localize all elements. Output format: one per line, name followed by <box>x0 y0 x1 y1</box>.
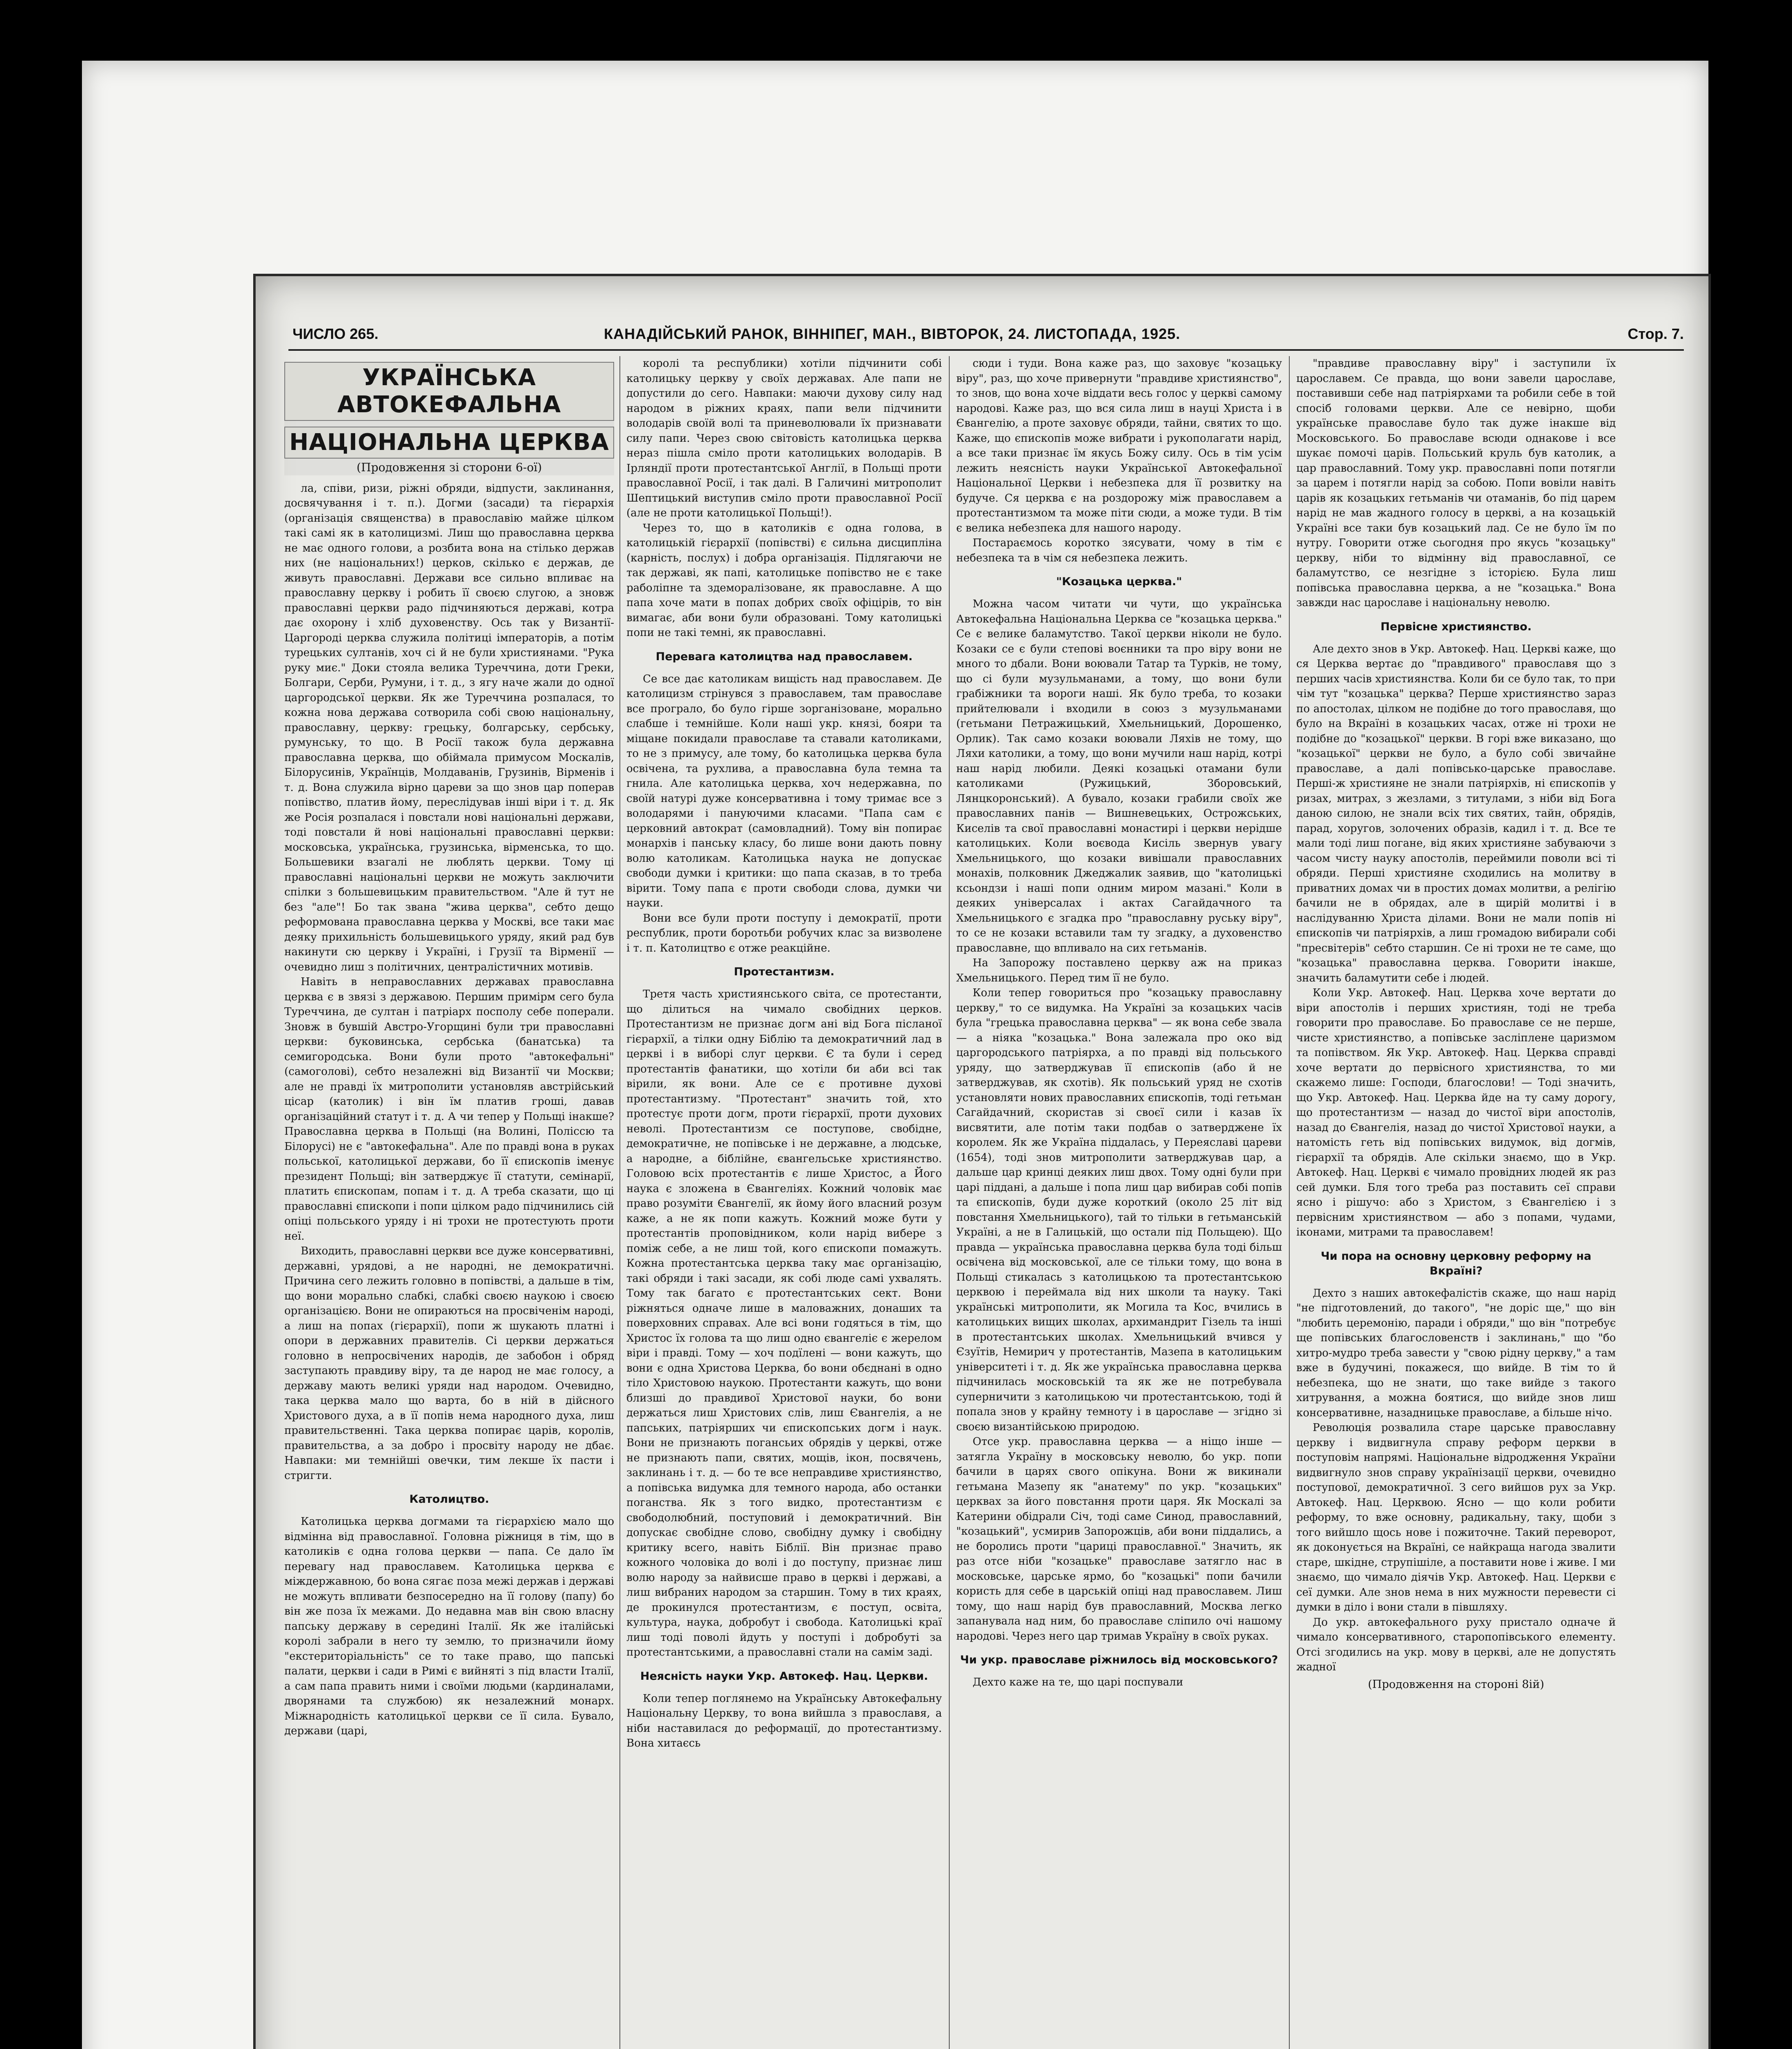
section-heading: "Козацька церква." <box>1056 575 1182 588</box>
paragraph: Але дехто знов в Укр. Автокеф. Нац. Церкві каже, що ся Церква вертає до "правдивого" православя що з перших часів християнства. Коли би се було так, то при чім тут "козацька" церква? Перше християнство зараз по апостолах, цілком не подібне до того православя, що було на Вкраїні в козацьких часах, отже ні трохи не подібне до "козацької" церкви. В горі вже виказано, що "козацької" церкви не було, а було собі звичайне православе, а далі попівсько-царське православе. Перші-ж християне не знали патріярхів, ні єпископів у ризах, митрах, з жезлами, з титулами, з ніби від Бога даною силою, не знали всіх тих святих, тайн, обрядів, парад, хоругов, золочених образів, кадил і т. д. Все те мали тоді лиш погане, від яких християне забуваючи з часом чисту науку апостолів, переймили поволи всі ті обряди. Перші християне сходились на молитву в приватних домах чи в простих домах молитви, а релігію бачили не в обрядах, але в щирій молитві і в наслідуванню Христа ділами. Вони не мали попів ні єпископів чи патріярхів, а лиш громадою вибирали собі "пресвітерів" себто старшин. Се ні трохи не те саме, що "козацька" православна церква. Говорити інакше, значить баламутити себе і людей. <box>1296 643 1616 984</box>
section-heading: Перевага католицтва над православем. <box>656 650 913 663</box>
paragraph: Коли Укр. Автокеф. Нац. Церква хоче вертати до віри апостолів і перших християн, тоді не треба говорити про православе. Бо православе се не перше, чисте християнство, а попівське засліплене царизмом та попівством. Як Укр. Автокеф. Нац. Церква справді хоче вертати до первісного християнства, то ми скажемо лише: Господи, благослови! — Тоді значить, що Укр. Автокеф. Нац. Церква йде на ту саму дорогу, що протестантизм — назад до чистої віри апостолів, назад до Євангелія, назад до чистої Христової науки, а натомість геть від попівських видумок, від догмів, гієрархії та обрядів. Але скільки знаємо, що в Укр. Автокеф. Нац. Церкві є чимало провідних людей як раз сей думки. Бля того треба раз поставить сеї справи ясно і рішучо: або з Христом, з Євангелією і з первісним християнством — або з попами, чудами, іконами, митрами та православем! <box>1296 987 1616 1238</box>
paragraph: королі та республики) хотіли підчинити собі католицьку церкву у своїх державах. Але папи не допустили до сего. Навпаки: маючи духову силу над народом в ріжних краях, папи вели підчинити володарів своїй волі та приневолювали їх признавати силу папи. Через свою світовість католицька церква нераз пішла сміло проти католицьких володарів. В Ірляндії проти протестантської Англії, в Польщі проти православної Росії, і так далі. В Галичині митрополит Шептицький виступив сміло проти православної Росії (але не проти католицької Польщі!). <box>626 357 942 519</box>
newspaper-page <box>253 274 1711 2049</box>
paragraph: Дехто каже на те, що царі поспували <box>973 1676 1183 1688</box>
paragraph: Виходить, православні церкви все дуже консервативні, державні, урядові, а не народні, не демократичні. Причина сего лежить головно в попівстві, а дальше в тім, що вони морально слабкі, слабкі своєю наукою і своєю організацією. Вони не опираються на просвіченім народі, а лиш на попах (гієрархії), попи ж шукають платні і опори в державних правителів. Сі церкви держаться головно в непросвічених народів, де забобон і обряд заступають правдиву віру, та де народ не має голосу, а державу мають великі уряди над народом. Очевидно, така церква мало що варта, бо в ній в дійсного Христового духа, а в її попів нема народного духа, лиш правительственні. Така церква попирає царів, королів, правительства, а за добро і просвіту народу не дбає. Навпаки: ми темнійші овечки, тим лекше їх пасти і стригти. <box>284 1245 614 1482</box>
section-heading: Неясність науки Укр. Автокеф. Нац. Церкви. <box>640 1670 928 1683</box>
section-heading: Чи укр. православе ріжнилось від московського? <box>960 1654 1278 1666</box>
paragraph: "правдиве православну віру" і заступили їх царославем. Се правда, що вони завели царославе, поставивши себе над патріярхами та робили себе в той спосіб головами церкви. Але се невірно, щоби українське православе було так дуже інакше від Московського. Бо православе всюди однакове і все шукає помочі царів. Польський круль був католик, а цар православний. Тому укр. православні попи потягли за царем і потягли нарід за собою. Попи вовіли навіть царів як козацьких гетьманів чи отаманів, бо під царем нарід не мав жадного голосу в церкві, а на козацькій Україні все таки був козацький лад. Се не було їм по нутру. Говорити отже сьогодня про якусь "козацьку" церкву, ніби то відмінну від православної, се баламутство, се незгідне з історією. Була лиш попівська православна церква, а не "козацька." Вона завжди нас царославе і національну неволю. <box>1296 357 1616 609</box>
paragraph: Католицька церква догмами та гієрархією мало що відмінна від православної. Головна ріжниця в тім, що в католиків є одна голова церкви — папа. Се дало їм перевагу над православем. Католицька церква є міждержавною, бо вона сягає поза межі держав і державі не можуть впливати безпосередно на її голову (папу) бо він же поза їх межами. До недавна мав він свою власну папську державу в середині Італії. Як же італійські королі забрали в него ту землю, то призначили йому "екстериторіальність" се то таке право, що папські палати, церкви і сади в Римі є вийняті з під власти Італії, а сам папа править ними і своїми людьми (кардиналами, дворянами та службою) як незалежний монарх. Міжнародність католицької церкви се її сила. Бувало, держави (царі, <box>284 1515 614 1737</box>
section-heading: Католицтво. <box>409 1493 489 1506</box>
section-heading: Протестантизм. <box>734 965 835 978</box>
column-divider <box>619 356 620 2049</box>
header-rule <box>288 349 1684 351</box>
paragraph: Вони все були проти поступу і демократії, проти республик, проти боротьби робучих клас за визволене і т. п. Католицтво є отже реакційне. <box>626 912 942 954</box>
section-heading: Первісне християнство. <box>1380 620 1532 633</box>
column-1 <box>284 356 614 2049</box>
page-header <box>293 325 1684 350</box>
paragraph: Через то, що в католиків є одна голова, в католицькій гієрархії (попівстві) є сильна дисципліна (карність, послух) і добра організація. Підлягаючи не так державі, як папі, католицьке попівство не є таке раболіпне та здеморалізоване, як православне. А що папа хоче мати в попах добрих своїх офіцірів, то він вимагає, аби вони були образовані. Тому католицькі попи не такі темні, як православні. <box>626 522 942 639</box>
paragraph: ла, співи, ризи, ріжні обряди, відпусти, заклинання, досвячування і т. п.). Догми (засади) та гієрархія (організація священства) в православію майже цілком такі самі як в католицизмі. Лиш що православна церква не має одного голови, а розбита вона на стілько держав них (не національних!) церков, скілько є держав, де живуть православні. Держави все сильно впливає на православну церкву і робить її своєю слугою, а зновж православні церкви радо підчиняються державі, котра дає охорону і хліб духовенству. Ось так у Византії-Царгороді церква служила політиці імператорів, а потім турецьких султанів, хоч сі й не були християнами. "Рука руку миє." Доки стояла велика Туреччина, доти Греки, Болгари, Серби, Румуни, і т. д., з ягу наче жали до одної царгородської церкви. Як же Туреччина розпалася, то кожна нова держава сотворила собі свою національну, православну, церкву: грецьку, болгарську, сербську, румунську, то що. В Росії також була державна православна церква, що обіймала примусом Москалів, Білорусинів, Українців, Молдаванів, Грузинів, Вірменів і т. д. Вона служила вірно цареви за що знов цар поперав попівство, платив йому, переслідував інші віри і т. д. Як же Росія розпалася і повстали нові національні держави, тоді повстали й нові національні православні церкви: московська, українська, грузинська, вірменська, то що. Большевики взагалі не люблять церкви. Тому ці православні національні церкви не можуть заключити спілки з большевицьким правительством. "Але й тут не без "але"! Бо так звана "жива церква", себто дещо реформована православна церква у Москві, все таки має деяку прихильність большевицького уряду, який рад був накинути сю церкву і Україні, і Грузії та Вірменії — очевидно лиш з політичних, централістичних мотивів. <box>284 482 614 973</box>
headline-line-1: УКРАЇНСЬКА АВТОКЕФАЛЬНА <box>284 362 614 421</box>
paragraph: Можна часом читати чи чути, що українська Автокефальна Національна Церква се "козацька церква." Се є велике баламутство. Такої церкви ніколи не було. Козаки се є були степові воєнники та про віру вони не много то дбали. Вони воювали Татар та Турків, не тому, що сі були музульманами, а тому, що вони були грабіжники та вороги наші. Як було треба, то козаки прийтелювали і входили в союз з музульманами (гетьмани Петражицький, Хмельницький, Дорошенко, Орлик). Так само козаки воювали Ляхів не тому, що Ляхи католики, а тому, що вони мучили наш нарід, котрі наш нарід любили. Деякі козацькі отамани були католиками (Ружицький, Зборовський, Лянцкоронський). А бувало, козаки грабили своїх же православних панів — Вишневецьких, Острожських, Киселів та свої православні монастирі і церкви нерідше католицьких. Коли воєвода Кисіль звернув увагу Хмельницького, що козаки вивішали православних монахів, полковник Джеджалик заявив, що "католицькі ксьондзи і наші попи одним миром мазані." Коли в деяких універсалах і актах Сагайдачного та Хмельницького є згадка про "православну руську віру", то се не козаки вставили там ту згадку, а духовенство православне, що впливало на сих гетьманів. <box>956 598 1282 954</box>
paragraph: Отсе укр. православна церква — а ніщо інше — затягла Україну в московську неволю, бо укр. попи бачили в царях свого опікуна. Вони ж викинали гетьмана Мазепу як "анатему" по укр. "козацьких" церквах за його повстання проти царя. Як Москалі за Катерини обідрали Січ, тоді саме Синод, православний, "козацький", усмирив Запорожців, аби вони піддались, а не боролись проти "цариці православної." Значить, як раз отсе ніби "козацьке" православе затягло нас в московське, царське ярмо, бо "козацькі" попи бачили користь для себе в царській опіці над православем. Лиш тому, що наш нарід був православний, Москва легко запанувала над ним, бо православе сліпило очі нашому народові. Через него цар тримав Україну в своїх руках. <box>956 1436 1282 1642</box>
paragraph: сюди і туди. Вона каже раз, що заховує "козацьку віру", раз, що хоче привернути "правдиве християнство", то знов, що вона хоче віддати весь голос у церкві самому народові. Каже раз, що вся сила лиш в науці Христа і в Євангелію, а проте заховує обряди, тайни, святих то що. Каже, що єпископів може вибрати і рукополагати нарід, а все таки признає їм якусь Божу силу. Ось в тім усім лежить неясність науки Української Автокефальної Національної Церкви і небезпека для її розвитку на будуче. Ся церква є на роздорожу між православем а протестантизмом та може піти сюди, а може туди. В тім є велика небезпека для нашого народу. <box>956 357 1282 534</box>
paragraph: Третя часть християнського світа, се протестанти, що ділиться на чимало свобідних церков. Протестантизм не признає догм ані від Бога післаної гієрархії, а тілки одну Біблію та демократичний лад в церкві і в виборі слуг церкви. Є та були і серед протестантів фанатики, що хотіли би аби всі так вірили, як вони. Але се є противне духові протестантизму. "Протестант" значить той, хто протестує проти догм, проти гієрархії, проти духових неволі. Протестантизм се поступове, свобідне, демократичне, не попівське і не державне, а людське, а народне, а біблійне, євангельське християнство. Головою всіх протестантів є лише Христос, а Його наука є зложена в Євангеліях. Кожний чоловік має право розуміти Євангелії, як йому його власний розум каже, а не як попи кажуть. Кожний може бути у протестантів проповідником, коли нарід вибере з поміж себе, а не лиш той, кого єпископи помажуть. Кожна протестантська церква таку має організацію, такі обряди і такі засади, як собі люде самі ухвалять. Тому так багато є протестантських сект. Вони ріжняться одначе лише в маловажних, донаших та поверховних справах. Але всі вони годяться в тім, що Христос їх голова та що лиш одно євангеліє є жерелом віри і правді. Тому — хоч подїлені — вони кажуть, що вони є одна Христова Церква, бо вони обєднані в одно тіло Христовою наукою. Протестанти кажуть, що вони близші до правдивої Христової науки, бо вони держаться лиш Христових слів, лиш Євангелія, а не папських, патріярших чи єпископських догм і наук. Вони не признають погансьих обрядів у церкві, отже не признають папи, святих, мощів, ікон, посвячень, заклинань і т. д. — бо те все неправдиве християнство, а попівська видумка для темного народа, або останки поганства. Як з того видко, протестантизм є свободолюбний, поступовий і демократичний. Він допускає свобідне слово, свобідну думку і свобідну критику всего, навіть Біблії. Він признає право кожного чоловіка до волі і до поступу, признає лиш волю народу за найвисше право в церкві і державі, а лиш вибраних народом за старшин. Тому в тих краях, де прокинулся протестантизм, є поступ, освіта, культура, наука, добробут і свобода. Католицькі краї лиш тоді поволі йдуть у поступі і добробуті за протестантськими, а православні стали на самім заді. <box>626 988 942 1658</box>
paragraph: На Запорожу поставлено церкву аж на приказ Хмельницького. Перед тим її не було. <box>956 957 1282 984</box>
column-3 <box>956 356 1282 2049</box>
newspaper-title: КАНАДІЙСЬКИЙ РАНОК, ВІННІПЕГ, МАН., ВІВТОРОК, 24. ЛИСТОПАДА, 1925. <box>604 325 1181 342</box>
paragraph: Се все дає католикам вищість над православем. Де католицизм стрінувся з православем, там православе все програло, бо було гірше зорганізоване, морально слабше і темнійше. Коли наші укр. князі, бояри та міщане покидали православе та ставали католиками, то не з примусу, але тому, бо католицька церква була освічена, та рухлива, а православна була темна та гнила. Але католицька церква, хоч недержавна, по своїй натурі дуже консервативна і тому тримає все з володарями і пануючими класами. "Папа сам є церковний автократ (самовладний). Тому він попирає монархів і панську класу, бо лише вони дають повну волю католикам. Католицька наука не допускає свободи думки і критики: що папа сказав, в то треба вірити. Тому папа є проти свободи слова, думки чи науки. <box>626 672 942 909</box>
issue-number: ЧИСЛО 265. <box>293 325 379 342</box>
paragraph: Коли тепер говориться про "козацьку православну церкву," то се видумка. На Україні за козацьких часів була "грецька православна церква" — як вона себе звала — а ніяка "козацька." Вона залежала про око від царгородського патріярха, а по правді від польського уряду, що затверджував її єпископів (або й не затверджував, як схотів). Як польський уряд не схотів установляти нових православних єпископів, тоді гетьман Сагайдачний, скористав зі своєї сили і казав їх висвятити, але потім таки подбав о затверджене їх королем. Як же Україна піддалась, у Переяславі цареви (1654), тоді знов митрополити затверджував цар, а дальше цар кринці деяких лиш двох. Тому одні були при царі піддані, а дальше і попа лиш цар вибирав собі попів та єпископів, буди дуже короткий (около 25 літ від повстання Хмельницького), тай то тільки в гетьманській Україні, а не в Галицькій, що остали під Польщею). Що правда — українська православна церква була тоді більш освічена від московської, але се тільки тому, що вона в Польщі стикалась з католицькою та протестантською церквою і переймала від них школи та науку. Такі українські митрополити, як Могила та Кос, вчились в католицьких вищих школах, архимандрит Гізель та інші в протестантських школах. Хмельницький вчився у Єзуїтів, Немирич у протестантів, Мазепа в католицьким університеті і т. д. Як же українська православна церква підчинилась московській та як же не потребувала суперничити з католицькою чи протестантською, тоді й попала знов у крайну темноту і в царославе — згідно зі своєю византійською природою. <box>956 987 1282 1433</box>
headline-block <box>284 362 614 475</box>
headline-line-2: НАЦІОНАЛЬНА ЦЕРКВА <box>284 427 614 459</box>
continuation-note: (Продовження зі сторони 6-ої) <box>356 461 542 474</box>
paragraph: Дехто з наших автокефалістів скаже, що наш нарід "не підготовлений, до такого", "не доріс ще," що він "любить церемонію, паради і обряди," що він "потребує ще попівських благословенств і заклинань," що "бо хитро-мудро треба завести у "свою рідну церкву," а там вже в будучині, покажеся, що вийде. В тім то й небезпека, що не знати, що таке вийде з такого хитрування, а можна боятися, що вийде знов лиш консервативне, назадницьке православе, а більше нічо. <box>1296 1287 1616 1419</box>
film-frame <box>82 61 1708 2049</box>
section-heading: Чи пора на основну церковну реформу на Вкраїні? <box>1320 1249 1592 1277</box>
paragraph: Коли тепер поглянемо на Українську Автокефальну Національну Церкву, то вона вийшла з православя, а ніби наставилася до реформації, до протестантизму. Вона хитаєсь <box>626 1692 942 1749</box>
column-divider <box>1289 356 1290 2049</box>
paragraph: До укр. автокефального руху пристало одначе й чимало консервативного, старопопівського елементу. Отсі згодились на укр. мову в церкві, але не допустять жадної <box>1296 1616 1616 1673</box>
paragraph: Постараємось коротко зясувати, чому в тім є небезпека та в чім ся небезпека лежить. <box>956 537 1282 564</box>
column-divider <box>949 356 950 2049</box>
column-4 <box>1296 356 1616 2049</box>
column-2 <box>626 356 942 2049</box>
paragraph: Революція розвалила старе царське православну церкву і видвигнула справу реформ церкви в поступовім напрямі. Національне відродження України видвигнуло знов справу українізації церкви, очевидно поступової, демократичної. З сего вийшов рух за Укр. Автокеф. Нац. Церквою. Ясно — що коли робити реформу, то вже основну, радикальну, таку, щоби з того вийшло щось нове і пожиточне. Такий переворот, як доконується на Вкраїні, се найкраща нагода звалити старе, шкідне, струпішіле, а поставити нове і живе. І ми знаємо, що чимало діячів Укр. Автокеф. Нац. Церкви є сеї думки. Але знов нема в них мужности перевести сі думки в діло і вони стали в півшляху. <box>1296 1422 1616 1613</box>
article-columns <box>284 356 1692 2049</box>
continuation-note: (Продовження на стороні 8ій) <box>1368 1678 1545 1691</box>
paragraph: Навіть в неправославних державах православна церква є в звязі з державою. Першим примірм сего була Туреччина, де султан і патріарх посполу себе поперали. Зновж в бувшій Австро-Угорщині були три православні церкви: буковинська, сербська (банатська) та семигородська. Вони були прото "автокефальні" (самоголові), себто незалежні від Византії чи Москви; але не правді їх митрополити установляв австрійський цісар (католик) і він їм платив гроші, давав організаційний статут і т. д. А чи тепер у Польщі інакше? Православна церква в Польщі (на Волині, Поліссю та Білорусі) не є "автокефальна". Але по правді вона в руках польської, католицької держави, бо її єпископів іменує президент Польщі; він затверджує її статути, семінарії, платить єпископам, попам і т. д. А треба сказати, що ці православні єпископи і попи цілком радо підчинились сій опіці польського уряду і ні трохи не протестують проти неї. <box>284 976 614 1243</box>
page-number: Стор. 7. <box>1627 325 1684 342</box>
